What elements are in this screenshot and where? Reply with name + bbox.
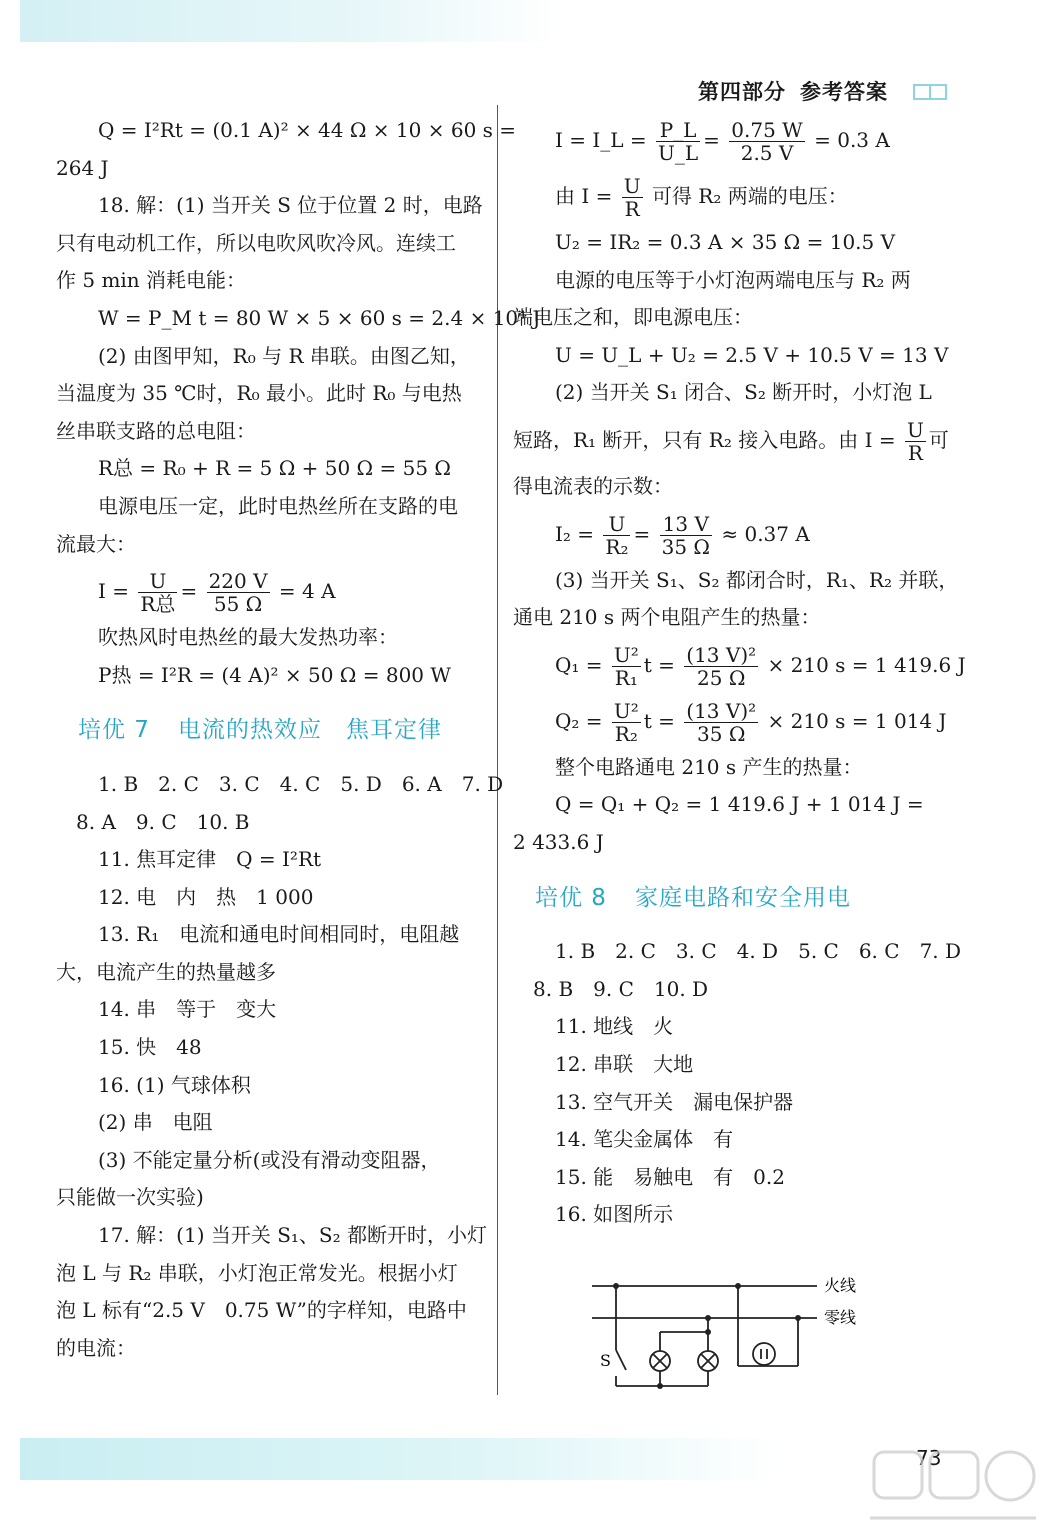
answer-line: 只能做一次实验): [56, 1185, 204, 1210]
formula-text: 可: [928, 427, 949, 452]
fraction: [207, 570, 270, 615]
denominator: R₂: [614, 721, 638, 746]
right-column: [513, 112, 966, 1234]
numerator: U: [603, 513, 630, 536]
header-section: 第四部分: [698, 79, 786, 104]
denominator: R₂: [605, 534, 629, 559]
answer-line: (2) 串 电阻: [98, 1110, 213, 1135]
numerator: (13 V)²: [686, 642, 757, 667]
formula-text: = 0.3 A: [814, 128, 890, 152]
answer-line: 13. 空气开关 漏电保护器: [555, 1089, 794, 1114]
answer-line: 17. 解：(1) 当开关 S₁、S₂ 都断开时，小灯: [98, 1223, 488, 1248]
text-line: R总 = R₀ + R = 5 Ω + 50 Ω = 55 Ω: [98, 456, 451, 481]
section-heading-8: [535, 880, 951, 918]
text-line: Q = Q₁ + Q₂ = 1 419.6 J + 1 014 J =: [555, 792, 924, 817]
text-line: 丝串联支路的总电阻：: [56, 418, 256, 443]
fraction: [684, 644, 758, 689]
fraction: [603, 513, 630, 558]
text-line: 通电 210 s 两个电阻产生的热量：: [513, 605, 821, 630]
answer-line: 12. 电 内 热 1 000: [98, 884, 314, 909]
text-line: [513, 168, 951, 224]
answer-line: 12. 串联 大地: [555, 1051, 694, 1076]
household-circuit-diagram: [592, 1270, 892, 1400]
text-line: (2) 由图甲知，R₀ 与 R 串联。由图乙知，: [98, 343, 470, 368]
formula-text: I₂ =: [555, 521, 595, 546]
text-line: 作 5 min 消耗电能：: [56, 268, 247, 293]
formula-text: 由 I =: [555, 184, 613, 208]
left-column: [56, 112, 541, 1367]
heading-label: 培优 8: [535, 884, 607, 911]
text-line: 流最大：: [56, 531, 136, 556]
numerator: U: [138, 570, 177, 593]
section-heading-7: [78, 712, 488, 750]
answer-line: 1. B 2. C 3. C 4. D 5. C 6. C 7. D: [555, 939, 962, 964]
formula-text: t =: [643, 652, 675, 677]
text-line: U₂ = IR₂ = 0.3 A × 35 Ω = 10.5 V: [555, 230, 896, 254]
answer-line: 11. 地线 火: [555, 1014, 674, 1039]
denominator: 25 Ω: [697, 665, 746, 690]
formula-line: I = $\frac{U}{\text{R总}}$ = $\frac{220 V}{55 \Omega}$ = 4 A: [98, 569, 336, 617]
formula-text: I =: [98, 579, 130, 604]
neutral-wire-label: 零线: [824, 1308, 857, 1327]
junction-dot: [613, 1283, 619, 1289]
junction-dot: [705, 1315, 711, 1321]
text-line: (3) 当开关 S₁、S₂ 都闭合时，R₁、R₂ 并联，: [555, 567, 959, 592]
numerator: 13 V: [660, 513, 712, 536]
answer-line: 泡 L 与 R₂ 串联，小灯泡正常发光。根据小灯: [56, 1260, 458, 1285]
junction-dot: [657, 1383, 663, 1389]
formula-text: 短路，R₁ 断开，只有 R₂ 接入电路。由 I =: [513, 427, 896, 452]
formula-text: I = I_L =: [555, 128, 647, 152]
answer-line: 8. A 9. C 10. B: [76, 809, 250, 834]
answer-line: 11. 焦耳定律 Q = I²Rt: [98, 847, 322, 872]
denominator: R: [624, 197, 640, 221]
column-divider: [497, 105, 498, 1395]
formula-text: ≈ 0.37 A: [721, 521, 810, 546]
numerator: U: [906, 417, 924, 442]
formula-text: × 210 s = 1 419.6 J: [767, 652, 966, 677]
heading-label: 培优 7: [78, 717, 150, 744]
text-line: 18. 解：(1) 当开关 S 位于位置 2 时，电路: [98, 193, 483, 218]
formula-text: = 4 A: [278, 579, 336, 604]
formula-line: [513, 637, 966, 693]
text-line: W = P_M t = 80 W × 5 × 60 s = 2.4 × 10⁴ J: [98, 305, 541, 330]
denominator: R₁: [614, 665, 638, 690]
answer-line: 15. 快 48: [98, 1035, 202, 1060]
formula-text: 可得 R₂ 两端的电压：: [651, 184, 848, 208]
text-line: 264 J: [56, 155, 109, 180]
answer-line: 8. B 9. C 10. D: [533, 976, 709, 1001]
heading-title: 电流的热效应 焦耳定律: [177, 717, 442, 744]
formula-text: Q₂ =: [555, 708, 603, 733]
denominator: 55 Ω: [213, 592, 263, 617]
top-decor-band: [20, 0, 560, 42]
page-number: 73: [916, 1446, 942, 1470]
answer-line: 16. 如图所示: [555, 1202, 674, 1227]
book-icon: [912, 82, 948, 102]
numerator: (13 V)²: [686, 698, 757, 723]
formula-line: [513, 693, 951, 749]
socket: [753, 1343, 775, 1365]
fraction: [905, 419, 926, 464]
heading-title: 家庭电路和安全用电: [634, 884, 851, 911]
fraction: [138, 570, 177, 615]
text-line: 端电压之和，即电源电压：: [513, 305, 753, 330]
text-line: U = U_L + U₂ = 2.5 V + 10.5 V = 13 V: [555, 342, 949, 367]
text-line: 只有电动机工作，所以电吹风吹冷风。连续工: [56, 230, 456, 255]
text-line: 2 433.6 J: [513, 829, 604, 854]
answer-line: 14. 笔尖金属体 有: [555, 1127, 734, 1152]
answer-line: 1. B 2. C 3. C 4. C 5. D 6. A 7. D: [98, 771, 504, 796]
watermark-logo-icon: [860, 1440, 1046, 1536]
numerator: 0.75 W: [731, 118, 803, 142]
text-line: [513, 412, 951, 468]
text-line: (2) 当开关 S₁ 闭合、S₂ 断开时，小灯泡 L: [555, 380, 932, 405]
junction-dot: [795, 1315, 801, 1321]
page-header: [684, 76, 888, 106]
numerator: U: [623, 174, 641, 198]
text-line: 吹热风时电热丝的最大发热功率：: [98, 625, 398, 650]
fraction: [612, 644, 641, 689]
denominator: U_L: [658, 141, 699, 165]
bottom-decor-band: [20, 1438, 780, 1480]
text-line: P热 = I²R = (4 A)² × 50 Ω = 800 W: [98, 662, 451, 687]
text-line: 整个电路通电 210 s 产生的热量：: [555, 754, 863, 779]
numerator: 220 V: [208, 569, 268, 594]
fraction: [729, 119, 804, 164]
answer-line: 大，电流产生的热量越多: [56, 959, 276, 984]
text-line: Q = I²Rt = (0.1 A)² × 44 Ω × 10 × 60 s =: [98, 118, 517, 142]
denominator: 2.5 V: [740, 141, 794, 165]
live-wire-label: 火线: [824, 1276, 857, 1295]
denominator: R: [907, 440, 923, 465]
answer-line: 13. R₁ 电流和通电时间相同时，电阻越: [98, 922, 460, 947]
numerator: P_L: [656, 119, 700, 142]
numerator: U²: [613, 642, 639, 667]
answer-line: (3) 不能定量分析(或没有滑动变阻器，: [98, 1147, 441, 1172]
answer-line: 的电流：: [56, 1335, 136, 1360]
switch-label: S: [600, 1351, 611, 1370]
numerator: U²: [613, 698, 639, 723]
text-line: 当温度为 35 ℃时，R₀ 最小。此时 R₀ 与电热: [56, 381, 462, 406]
formula-text: t =: [643, 708, 675, 733]
formula-text: Q₁ =: [555, 652, 603, 677]
text-line: 电源的电压等于小灯泡两端电压与 R₂ 两: [555, 267, 911, 292]
fraction: [684, 700, 758, 745]
text-line: 电源电压一定，此时电热丝所在支路的电: [98, 493, 458, 518]
formula-line: I = I_L = $\frac{P\_L}{U\_L}$ = $\frac{0.75 W}{2.5 V}$ = 0.3 A: [555, 118, 890, 165]
fraction: [622, 175, 643, 220]
fraction: [656, 119, 700, 164]
denominator: 35 Ω: [661, 534, 710, 559]
answer-line: 16. (1) 气球体积: [98, 1072, 251, 1097]
answer-line: 泡 L 标有“2.5 V 0.75 W”的字样知，电路中: [56, 1298, 467, 1323]
denominator: 35 Ω: [697, 721, 746, 746]
header-title: 参考答案: [800, 79, 888, 104]
answer-line: 14. 串 等于 变大: [98, 997, 277, 1022]
formula-text: × 210 s = 1 014 J: [767, 708, 947, 733]
junction-dot: [705, 1329, 711, 1335]
denominator: R总: [140, 592, 176, 617]
switch-s: [616, 1350, 626, 1370]
answer-line: 15. 能 易触电 有 0.2: [555, 1164, 785, 1189]
fraction: [660, 513, 712, 558]
junction-dot: [735, 1283, 741, 1289]
text-line: 得电流表的示数：: [513, 473, 673, 498]
fraction: [612, 700, 641, 745]
formula-line: I₂ = $\frac{U}{\text{R₂}}$ = $\frac{13 V}{35 \Omega}$ ≈ 0.37 A: [555, 511, 810, 559]
